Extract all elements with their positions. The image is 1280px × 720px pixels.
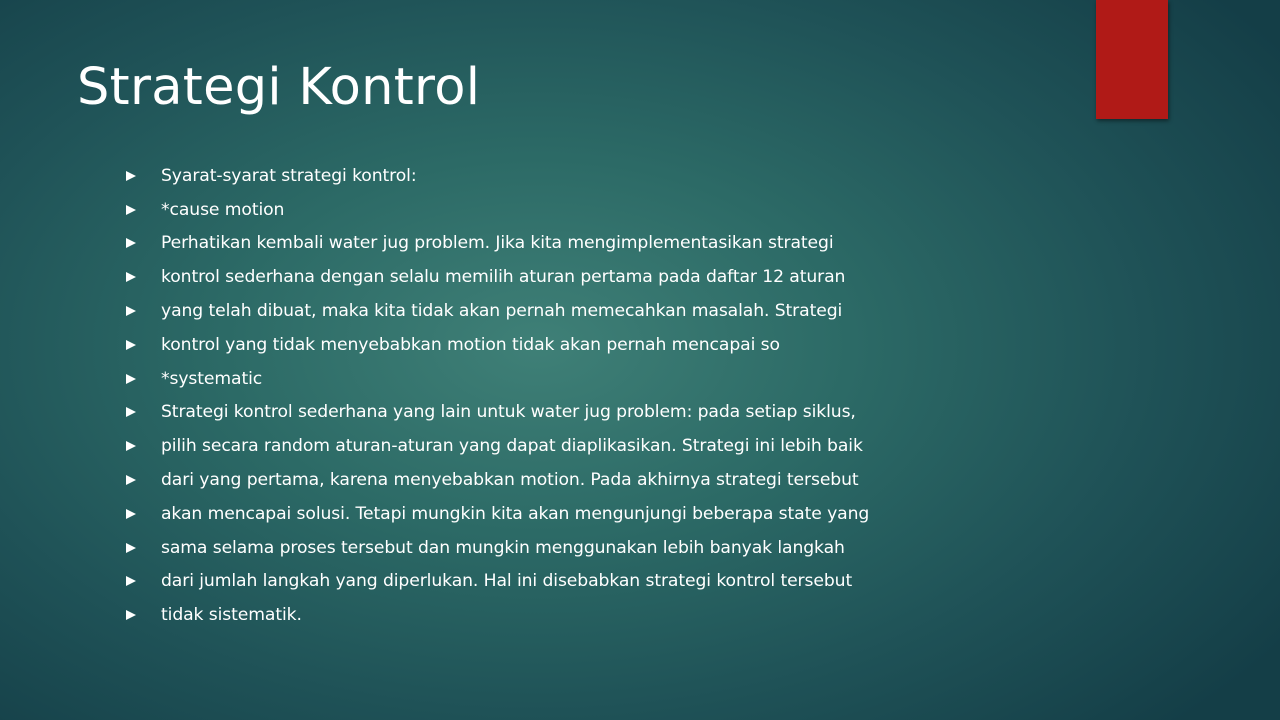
bullet-text: tidak sistematik. [161, 605, 302, 626]
arrow-right-triangle-icon [126, 407, 136, 417]
bullet-text: kontrol yang tidak menyebabkan motion tidak akan pernah mencapai so [161, 334, 780, 355]
bullet-item [126, 429, 869, 463]
arrow-right-triangle-icon [126, 475, 136, 485]
arrow-right-triangle-icon [126, 272, 136, 282]
bullet-item [126, 362, 869, 396]
bullet-text: pilih secara random aturan-aturan yang dapat diaplikasikan. Strategi ini lebih baik [161, 436, 863, 457]
arrow-right-triangle-icon [126, 610, 136, 620]
bullet-item [126, 497, 869, 531]
bullet-text: yang telah dibuat, maka kita tidak akan pernah memecahkan masalah. Strategi [161, 301, 843, 322]
bullet-item [126, 463, 869, 497]
bullet-text: *systematic [161, 368, 263, 389]
bullet-text: dari yang pertama, karena menyebabkan motion. Pada akhirnya strategi tersebut [161, 470, 859, 491]
arrow-right-triangle-icon [126, 238, 136, 248]
bullet-text: *cause motion [161, 199, 285, 220]
arrow-right-triangle-icon [126, 509, 136, 519]
bullet-item [126, 227, 869, 261]
arrow-right-triangle-icon [126, 543, 136, 553]
bullet-item [126, 565, 869, 599]
bullet-item [126, 294, 869, 328]
bullet-text: akan mencapai solusi. Tetapi mungkin kita akan mengunjungi beberapa state yang [161, 503, 870, 524]
arrow-right-triangle-icon [126, 205, 136, 215]
arrow-right-triangle-icon [126, 441, 136, 451]
bullet-text: dari jumlah langkah yang diperlukan. Hal ini disebabkan strategi kontrol tersebut [161, 571, 853, 592]
bullet-item [126, 193, 869, 227]
bullet-item [126, 159, 869, 193]
bullet-item [126, 260, 869, 294]
bullet-item [126, 328, 869, 362]
bullet-text: kontrol sederhana dengan selalu memilih aturan pertama pada daftar 12 aturan [161, 267, 846, 288]
bullet-list [126, 159, 869, 632]
bullet-text: Strategi kontrol sederhana yang lain untuk water jug problem: pada setiap siklus, [161, 402, 856, 423]
arrow-right-triangle-icon [126, 576, 136, 586]
arrow-right-triangle-icon [126, 306, 136, 316]
bullet-text: Syarat-syarat strategi kontrol: [161, 165, 417, 186]
slide-title: Strategi Kontrol [77, 58, 481, 117]
accent-bar [1096, 0, 1168, 119]
arrow-right-triangle-icon [126, 171, 136, 181]
bullet-item [126, 598, 869, 632]
arrow-right-triangle-icon [126, 374, 136, 384]
bullet-text: Perhatikan kembali water jug problem. Jika kita mengimplementasikan strategi [161, 233, 834, 254]
bullet-item [126, 531, 869, 565]
bullet-text: sama selama proses tersebut dan mungkin menggunakan lebih banyak langkah [161, 537, 845, 558]
bullet-item [126, 396, 869, 430]
arrow-right-triangle-icon [126, 340, 136, 350]
